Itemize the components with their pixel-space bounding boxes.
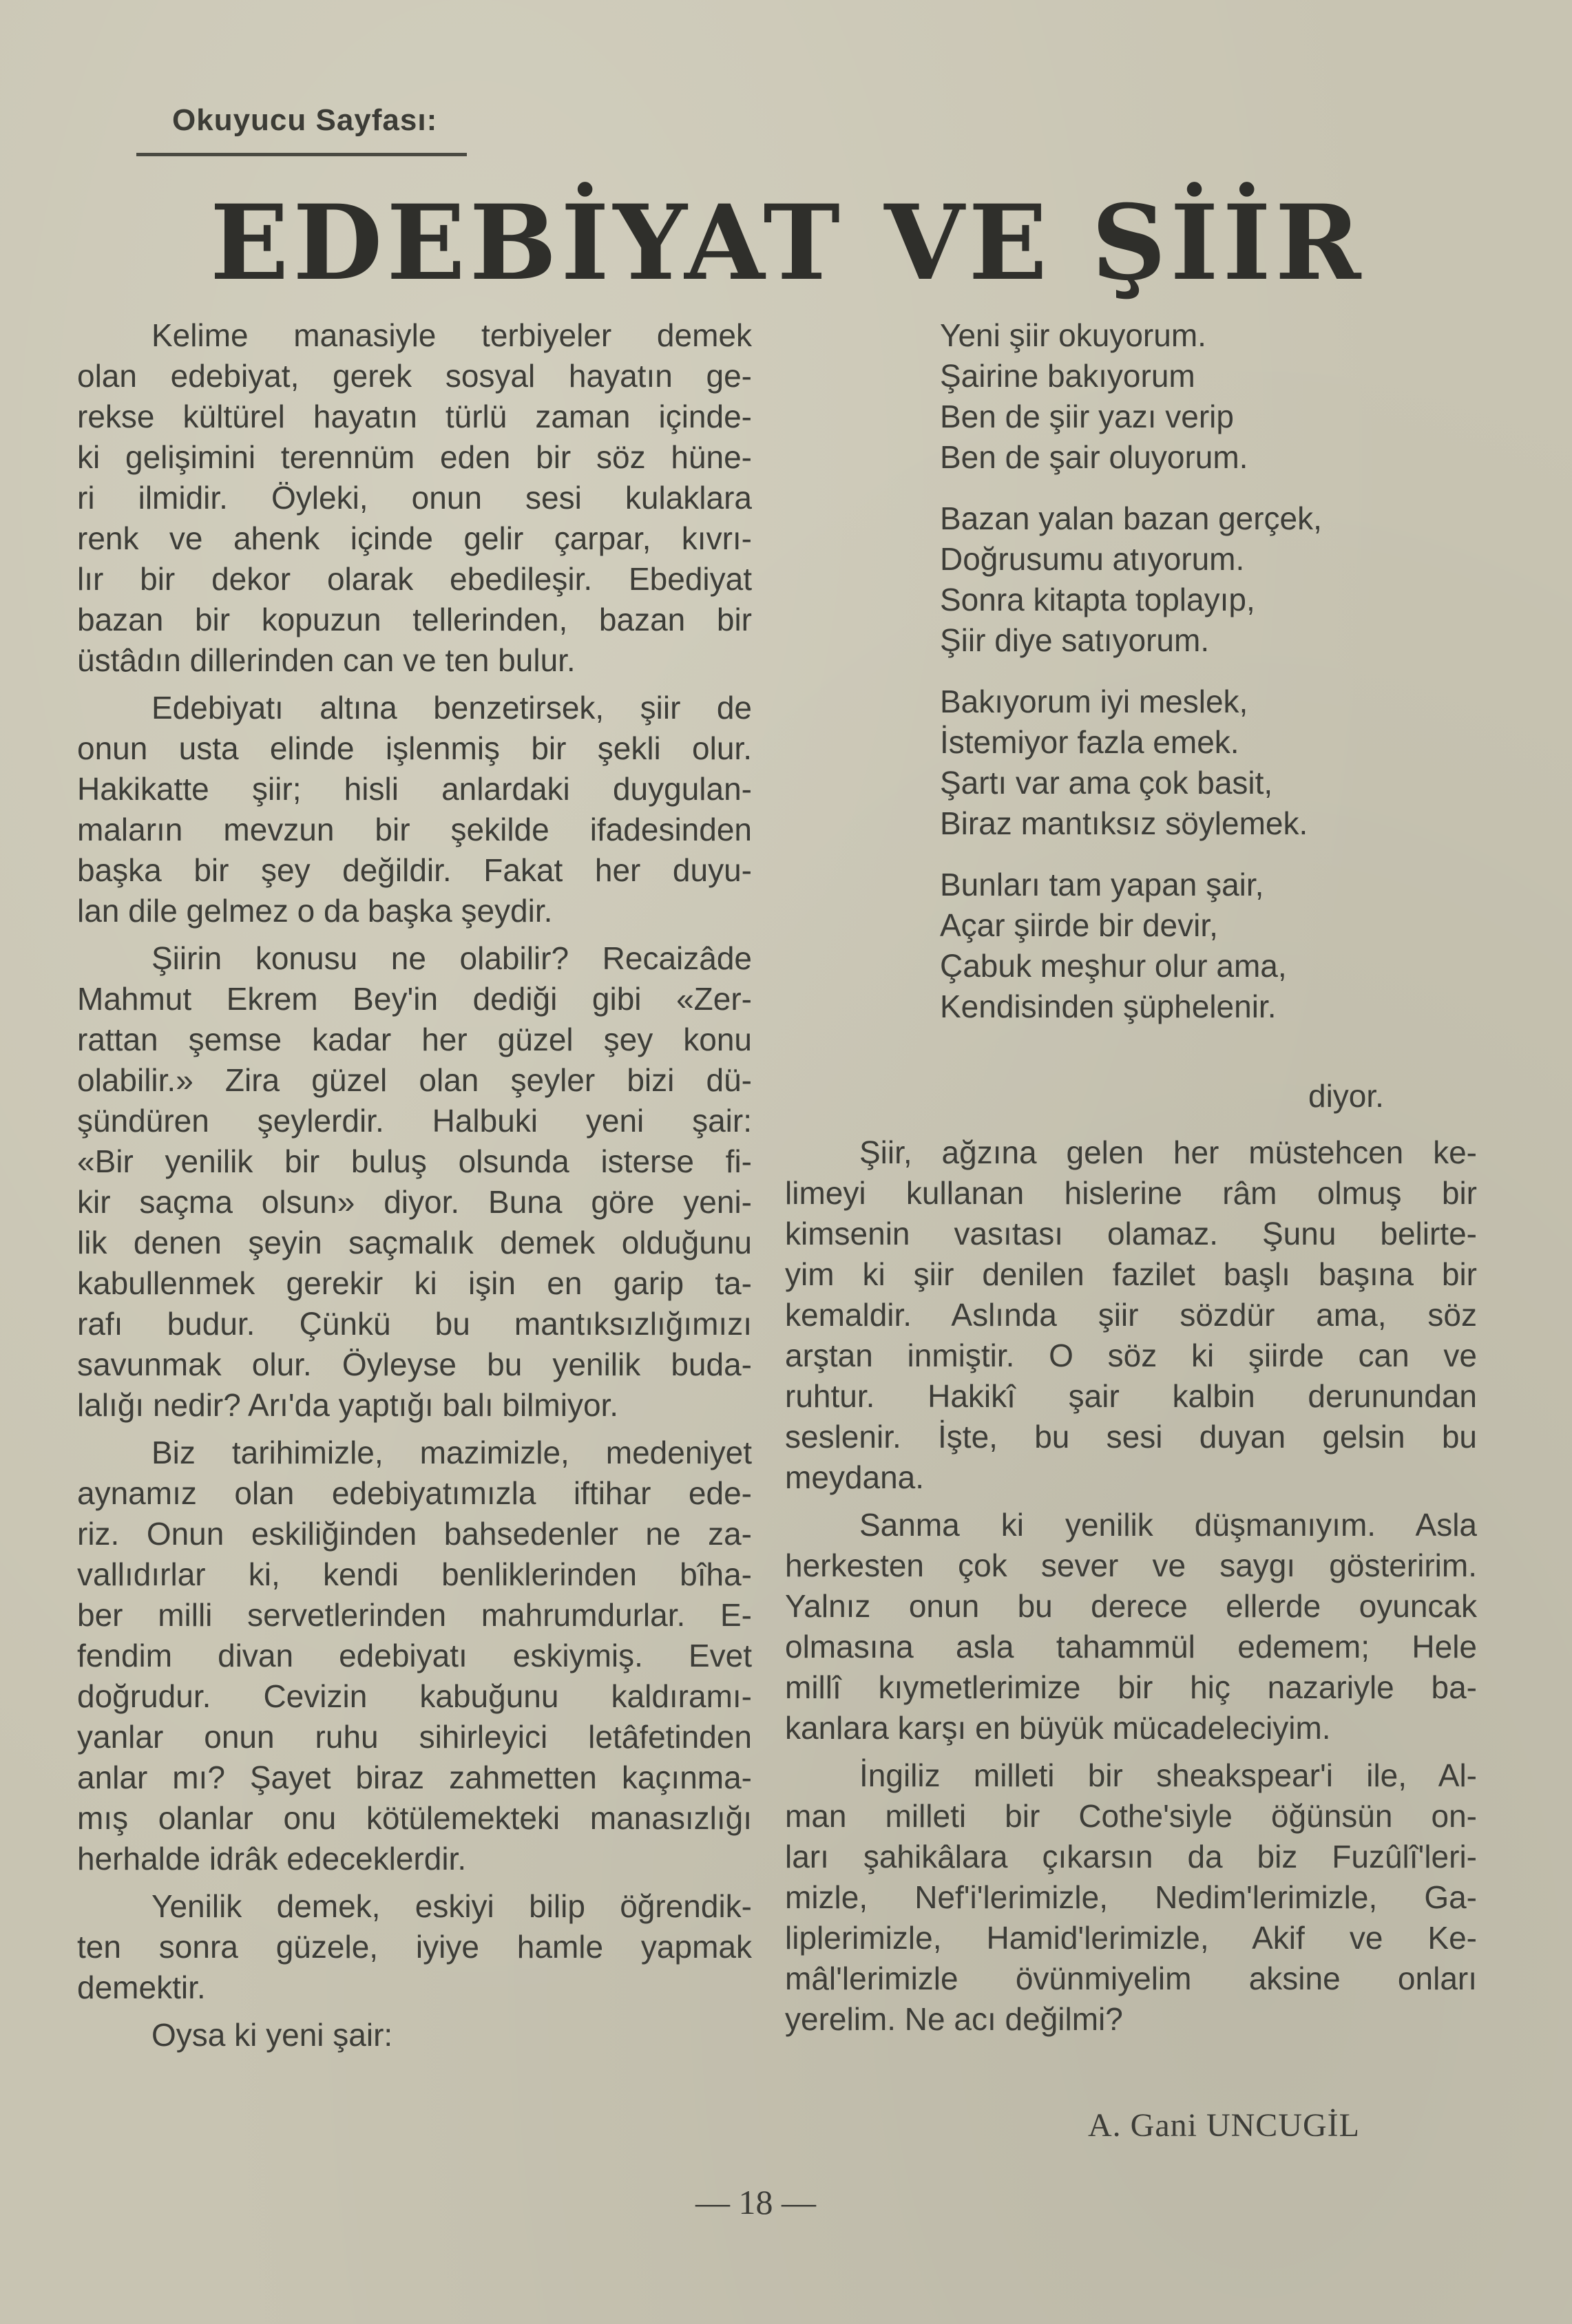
paragraph <box>77 1886 752 2008</box>
text-line: arştan inmiştir. O söz ki şiirde can ve <box>785 1338 1477 1373</box>
paragraph <box>77 688 752 931</box>
text-line: lik denen şeyin saçmalık demek olduğunu <box>77 1225 752 1260</box>
text-line: ları şahikâlara çıkarsın da biz Fuzûlî'leri- <box>785 1839 1477 1874</box>
text-line: Edebiyatı altına benzetirsek, şiir de <box>151 690 752 726</box>
text-line: savunmak olur. Öyleyse bu yenilik buda- <box>77 1346 752 1382</box>
text-line: Şiir, ağzına gelen her müstehcen ke- <box>859 1134 1477 1170</box>
text-line: lalığı nedir? Arı'da yaptığı balı bilmiyor. <box>77 1387 619 1423</box>
poem-stanza <box>940 315 1463 478</box>
text-line: kemaldir. Aslında şiir sözdür ama, söz <box>785 1297 1477 1333</box>
text-line: ten sonra güzele, iyiye hamle yapmak <box>77 1929 752 1965</box>
poem-line: Açar şiirde bir devir, <box>940 907 1218 943</box>
text-line: ri ilmidir. Öyleki, onun sesi kulaklara <box>77 480 752 516</box>
poem-line: Şairine bakıyorum <box>940 358 1195 394</box>
poem-line: Sonra kitapta toplayıp, <box>940 582 1255 617</box>
text-line: kabullenmek gerekir ki işin en garip ta- <box>77 1265 752 1301</box>
text-line: seslenir. İşte, bu sesi duyan gelsin bu <box>785 1419 1477 1455</box>
author-signature: A. Gani UNCUGİL <box>1088 2107 1360 2144</box>
text-line: ber milli servetlerinden mahrumdurlar. E- <box>77 1597 752 1633</box>
text-line: yerelim. Ne acı değilmi? <box>785 2001 1123 2037</box>
text-line: başka bir şey değildir. Fakat her duyu- <box>77 852 752 888</box>
text-line: şündüren şeylerdir. Halbuki yeni şair: <box>77 1103 752 1139</box>
paragraph <box>785 1132 1477 1498</box>
text-line: herhalde idrâk edeceklerdir. <box>77 1841 467 1877</box>
text-line: kanlara karşı en büyük mücadeleciyim. <box>785 1710 1331 1746</box>
text-line: Şiirin konusu ne olabilir? Recaizâde <box>151 940 752 976</box>
text-line: lan dile gelmez o da başka şeydir. <box>77 893 553 929</box>
poem-line: Doğrusumu atıyorum. <box>940 541 1245 577</box>
text-line: mış olanlar onu kötülemekteki manasızlığı <box>77 1800 752 1836</box>
section-underline <box>136 153 467 156</box>
text-line: riz. Onun eskiliğinden bahsedenler ne za- <box>77 1516 752 1552</box>
text-line: millî kıymetlerimize bir hiç nazariyle ba- <box>785 1669 1477 1705</box>
text-line: mâl'lerimizle övünmiyelim aksine onları <box>785 1961 1477 1996</box>
text-line: İngiliz milleti bir sheakspear'i ile, Al- <box>859 1757 1477 1793</box>
paragraph <box>785 1755 1477 2040</box>
text-line: aynamız olan edebiyatımızla iftihar ede- <box>77 1475 752 1511</box>
text-line: rafı budur. Çünkü bu mantıksızlığımızı <box>77 1306 752 1342</box>
text-line: rattan şemse kadar her güzel şey konu <box>77 1022 752 1057</box>
text-line: ruhtur. Hakikî şair kalbin derunundan <box>785 1378 1477 1414</box>
poem-line: Şartı var ama çok basit, <box>940 765 1273 801</box>
text-line: doğrudur. Cevizin kabuğunu kaldıramı- <box>77 1678 752 1714</box>
text-line: kimsenin vasıtası olamaz. Şunu belirte- <box>785 1216 1477 1251</box>
text-line: Sanma ki yenilik düşmanıyım. Asla <box>859 1507 1477 1543</box>
poem-line: Biraz mantıksız söylemek. <box>940 805 1308 841</box>
text-line: üstâdın dillerinden can ve ten bulur. <box>77 642 576 678</box>
paragraph <box>77 938 752 1426</box>
text-line: yanlar onun ruhu sihirleyici letâfetinden <box>77 1719 752 1755</box>
text-line: fendim divan edebiyatı eskiymiş. Evet <box>77 1638 752 1673</box>
text-line: kir saçma olsun» diyor. Buna göre yeni- <box>77 1184 752 1220</box>
text-line: olabilir.» Zira güzel olan şeyler bizi dü- <box>77 1062 752 1098</box>
text-line: olan edebiyat, gerek sosyal hayatın ge- <box>77 358 752 394</box>
text-line: limeyi kullanan hislerine râm olmuş bir <box>785 1175 1477 1211</box>
text-line: anlar mı? Şayet biraz zahmetten kaçınma- <box>77 1760 752 1795</box>
text-line: Kelime manasiyle terbiyeler demek <box>151 317 752 353</box>
text-line: yim ki şiir denilen fazilet başlı başına bir <box>785 1256 1477 1292</box>
left-column <box>77 315 752 2056</box>
page-number: — 18 — <box>695 2183 816 2221</box>
poem-line: Ben de şair oluyorum. <box>940 439 1248 475</box>
text-line: meydana. <box>785 1459 925 1495</box>
paragraph <box>785 1505 1477 1749</box>
text-line: demektir. <box>77 1969 206 2005</box>
poem-line: Ben de şiir yazı verip <box>940 399 1234 434</box>
poem <box>940 315 1463 1048</box>
text-line: man milleti bir Cothe'siyle öğünsün on- <box>785 1798 1477 1834</box>
poem-stanza <box>940 498 1463 661</box>
poem-closing: diyor. <box>1308 1078 1384 1114</box>
poem-line: Şiir diye satıyorum. <box>940 622 1210 658</box>
text-line: ki gelişimini terennüm eden bir söz hüne- <box>77 439 752 475</box>
paragraph <box>77 315 752 681</box>
text-line: Yalnız onun bu derece ellerde oyuncak <box>785 1588 1477 1624</box>
text-line: Yenilik demek, eskiyi bilip öğrendik- <box>151 1888 752 1924</box>
text-line: herkesten çok sever ve saygı gösteririm. <box>785 1547 1477 1583</box>
text-line: lır bir dekor olarak ebedileşir. Ebediyat <box>77 561 752 597</box>
text-line: mizle, Nef'i'lerimizle, Nedim'lerimizle, Ga- <box>785 1879 1477 1915</box>
text-line: onun usta elinde işlenmiş bir şekli olur. <box>77 730 752 766</box>
text-line: liplerimizle, Hamid'lerimizle, Akif ve Ke- <box>785 1920 1477 1956</box>
text-line: Mahmut Ekrem Bey'in dediği gibi «Zer- <box>77 981 752 1017</box>
right-column <box>785 1132 1477 2040</box>
poem-line: Yeni şiir okuyorum. <box>940 317 1206 353</box>
text-line: bazan bir kopuzun tellerinden, bazan bir <box>77 602 752 637</box>
poem-line: Bakıyorum iyi meslek, <box>940 684 1248 719</box>
page-title: EDEBİYAT VE ŞİİR <box>210 182 1365 304</box>
text-line: rekse kültürel hayatın türlü zaman içinde- <box>77 399 752 434</box>
text-line: «Bir yenilik bir buluş olsunda isterse fi- <box>77 1143 752 1179</box>
text-line: Hakikatte şiir; hisli anlardaki duygulan- <box>77 771 752 807</box>
poem-line: Kendisinden şüphelenir. <box>940 989 1277 1024</box>
text-line: Biz tarihimizle, mazimizle, medeniyet <box>151 1435 752 1470</box>
text-line: Oysa ki yeni şair: <box>151 2017 393 2053</box>
text-line: maların mevzun bir şekilde ifadesinden <box>77 812 752 847</box>
poem-line: Bunları tam yapan şair, <box>940 867 1264 902</box>
paragraph <box>77 2015 752 2056</box>
poem-line: İstemiyor fazla emek. <box>940 724 1239 760</box>
poem-line: Bazan yalan bazan gerçek, <box>940 500 1322 536</box>
text-line: vallıdırlar ki, kendi benliklerinden bîha- <box>77 1556 752 1592</box>
paragraph <box>77 1433 752 1879</box>
text-line: renk ve ahenk içinde gelir çarpar, kıvrı- <box>77 520 752 556</box>
section-label: Okuyucu Sayfası: <box>172 103 438 137</box>
poem-stanza <box>940 865 1463 1027</box>
poem-line: Çabuk meşhur olur ama, <box>940 948 1287 984</box>
poem-stanza <box>940 682 1463 844</box>
text-line: olmasına asla tahammül edemem; Hele <box>785 1629 1477 1665</box>
